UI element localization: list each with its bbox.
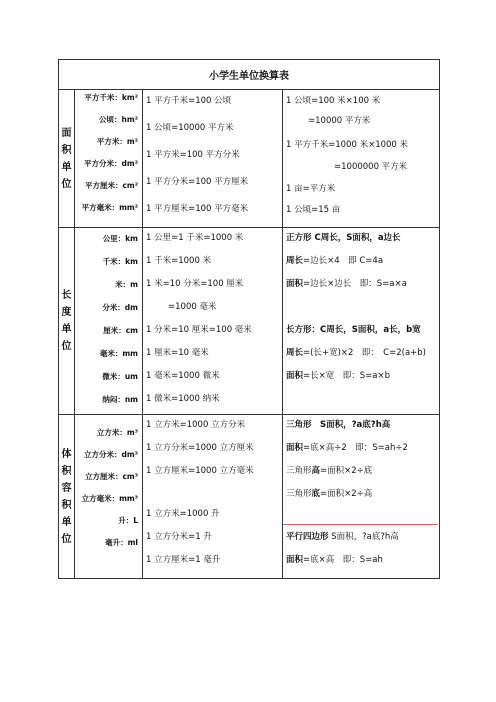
- area-row: [59, 90, 440, 228]
- unit-label: 平方厘米：cm²: [84, 181, 138, 190]
- area-conversions: [143, 90, 283, 228]
- parallelogram-title: 平行四边形 S面积，?a底?h高: [286, 532, 399, 542]
- unit-label: 毫升：ml: [105, 538, 138, 547]
- volume-notes: [283, 415, 440, 579]
- conversion-line: 1 立方厘米=1000 立方毫米: [146, 466, 254, 476]
- length-units: [75, 228, 143, 415]
- table-title: 小学生单位换算表: [59, 60, 440, 90]
- unit-label: 毫米：mm: [99, 349, 138, 358]
- area-units: [75, 90, 143, 228]
- conversion-line: 1 平方分米=100 平方厘米: [146, 177, 249, 187]
- note-line: 1 公顷=15 亩: [286, 205, 341, 215]
- volume-row: [59, 415, 440, 579]
- conversion-line: 1 公顷=10000 平方米: [146, 123, 234, 133]
- unit-label: 公顷：hm²: [99, 115, 138, 124]
- conversion-line: 1 立方厘米=1 毫升: [146, 555, 221, 565]
- unit-label: 米：m: [115, 280, 138, 289]
- rect-perimeter: 周长=(长+宽)×2 即： C=2(a+b): [286, 348, 426, 358]
- note-line: =1000000 平方米: [334, 162, 408, 172]
- unit-label: 立方分米：dm³: [84, 450, 138, 459]
- length-notes: [283, 228, 440, 415]
- conversion-line: 1 立方米=1000 升: [146, 509, 220, 519]
- conversion-line: 1 微米=1000 纳米: [146, 394, 220, 404]
- conversion-line: 1 立方分米=1000 立方厘米: [146, 443, 254, 453]
- unit-label: 立方米：m³: [96, 428, 138, 437]
- triangle-area: 面积=底×高÷2 即：S=ah÷2: [286, 443, 408, 453]
- note-line: =10000 平方米: [308, 116, 371, 126]
- note-line: 1 公顷=100 米×100 米: [286, 96, 381, 106]
- unit-label: 平方千米：km²: [84, 93, 138, 102]
- conversion-line: 1 公里=1 千米=1000 米: [146, 233, 244, 243]
- note-line: 1 平方千米=1000 米×1000 米: [286, 140, 409, 150]
- unit-label: 微米：um: [102, 372, 138, 381]
- conversion-line: 1 米=10 分米=100 厘米: [146, 279, 244, 289]
- conversion-line: 1 厘米=10 毫米: [146, 348, 209, 358]
- volume-units: [75, 415, 143, 579]
- note-line: 1 亩=平方米: [286, 184, 336, 194]
- conversion-line: 1 平方千米=100 公顷: [146, 96, 232, 106]
- square-perimeter: 周长=边长×4 即 C=4a: [286, 256, 384, 266]
- volume-conversions: [143, 415, 283, 579]
- length-conversions: [143, 228, 283, 415]
- red-rule-line: [283, 524, 438, 525]
- conversion-line: 1 平方米=100 平方分米: [146, 150, 240, 160]
- triangle-title: 三角形 S面积，?a底?h高: [286, 420, 391, 430]
- unit-label: 立方毫米：mm³: [81, 494, 138, 503]
- rect-area: 面积=长×宽 即：S=a×b: [286, 371, 391, 381]
- unit-label: 立方厘米：cm³: [84, 472, 138, 481]
- title-row: [59, 60, 440, 90]
- conversion-line: 1 千米=1000 米: [146, 256, 212, 266]
- area-category: 面 积 单 位: [59, 90, 75, 228]
- unit-label: 分米：dm: [102, 303, 138, 312]
- length-row: [59, 228, 440, 415]
- parallelogram-area: 面积=底×高 即：S=ah: [286, 555, 383, 565]
- unit-conversion-table: [58, 59, 440, 579]
- conversion-line: 1 毫米=1000 微米: [146, 371, 220, 381]
- unit-label: 千米：km: [102, 257, 138, 266]
- length-category: 长 度 单 位: [59, 228, 75, 415]
- unit-label: 平方米：m²: [96, 137, 138, 146]
- unit-label: 厘米：cm: [103, 326, 138, 335]
- area-notes: [283, 90, 440, 228]
- conversion-line: 1 立方米=1000 立方分米: [146, 420, 246, 430]
- conversion-line: 1 平方厘米=100 平方毫米: [146, 204, 249, 214]
- rect-title: 长方形：C周长，S面积，a长，b宽: [286, 325, 421, 335]
- conversion-line: 1 分米=10 厘米=100 毫米: [146, 325, 252, 335]
- triangle-base: 三角形底=面积×2÷高: [286, 489, 373, 499]
- unit-label: 升：L: [118, 516, 138, 525]
- unit-label: 平方毫米：mm²: [81, 203, 138, 212]
- unit-label: 公里：km: [102, 234, 138, 243]
- conversion-line: 1 立方分米=1 升: [146, 532, 212, 542]
- square-area: 面积=边长×边长 即：S=a×a: [286, 279, 407, 289]
- triangle-height: 三角形高=面积×2÷底: [286, 466, 373, 476]
- unit-label: 纳闷：nm: [102, 395, 138, 404]
- volume-category: 体 积 容 积 单 位: [59, 415, 75, 579]
- unit-label: 平方分米：dm²: [84, 159, 138, 168]
- conversion-line: =1000 毫米: [168, 302, 217, 312]
- square-title: 正方形 C周长，S面积，a边长: [286, 233, 401, 243]
